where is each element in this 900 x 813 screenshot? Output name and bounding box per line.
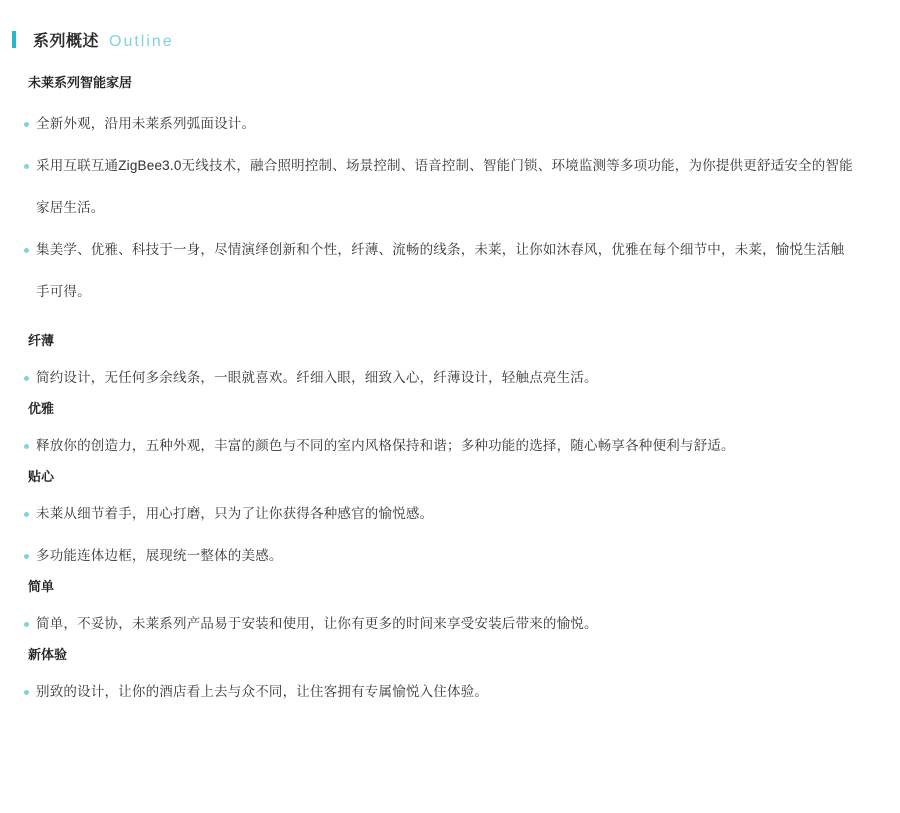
list-item: 集美学、优雅、科技于一身，尽情演绎创新和个性，纤薄、流畅的线条，未莱，让你如沐春风，优雅在每个细节中，未莱，愉悦生活触手可得。 [10,229,876,313]
content-block [10,399,876,467]
block-heading: 新体验 [28,647,68,662]
list-item: 简单，不妥协，未莱系列产品易于安装和使用，让你有更多的时间来享受安装后带来的愉悦。 [10,603,876,645]
content-block [10,577,876,645]
bullet-list [10,603,876,645]
section-header [10,28,876,51]
block-heading: 未莱系列智能家居 [28,75,133,90]
bullet-list [10,425,876,467]
content-block [10,467,876,577]
list-item: 多功能连体边框，展现统一整体的美感。 [10,535,876,577]
bullet-list [10,357,876,399]
page-subtitle: Outline [109,33,174,50]
list-item: 简约设计，无任何多余线条，一眼就喜欢。纤细入眼，细致入心，纤薄设计，轻触点亮生活。 [10,357,876,399]
content-block [10,331,876,399]
content-block [10,645,876,713]
block-heading: 贴心 [28,469,55,484]
list-item: 未莱从细节着手，用心打磨，只为了让你获得各种感官的愉悦感。 [10,493,876,535]
bullet-list [10,671,876,713]
content-block [10,73,876,313]
bullet-list [10,103,876,313]
bullet-list [10,493,876,577]
block-heading: 纤薄 [28,333,55,348]
list-item: 采用互联互通ZigBee3.0无线技术，融合照明控制、场景控制、语音控制、智能门锁、环境监测等多项功能，为你提供更舒适安全的智能家居生活。 [10,145,876,229]
list-item: 全新外观，沿用未莱系列弧面设计。 [10,103,876,145]
block-heading: 优雅 [28,401,55,416]
accent-bar-icon [12,31,16,48]
block-heading: 简单 [28,579,55,594]
page-title: 系列概述 [33,33,100,50]
list-item: 释放你的创造力，五种外观，丰富的颜色与不同的室内风格保持和谐；多种功能的选择，随心畅享各种便利与舒适。 [10,425,876,467]
list-item: 别致的设计，让你的酒店看上去与众不同，让住客拥有专属愉悦入住体验。 [10,671,876,713]
